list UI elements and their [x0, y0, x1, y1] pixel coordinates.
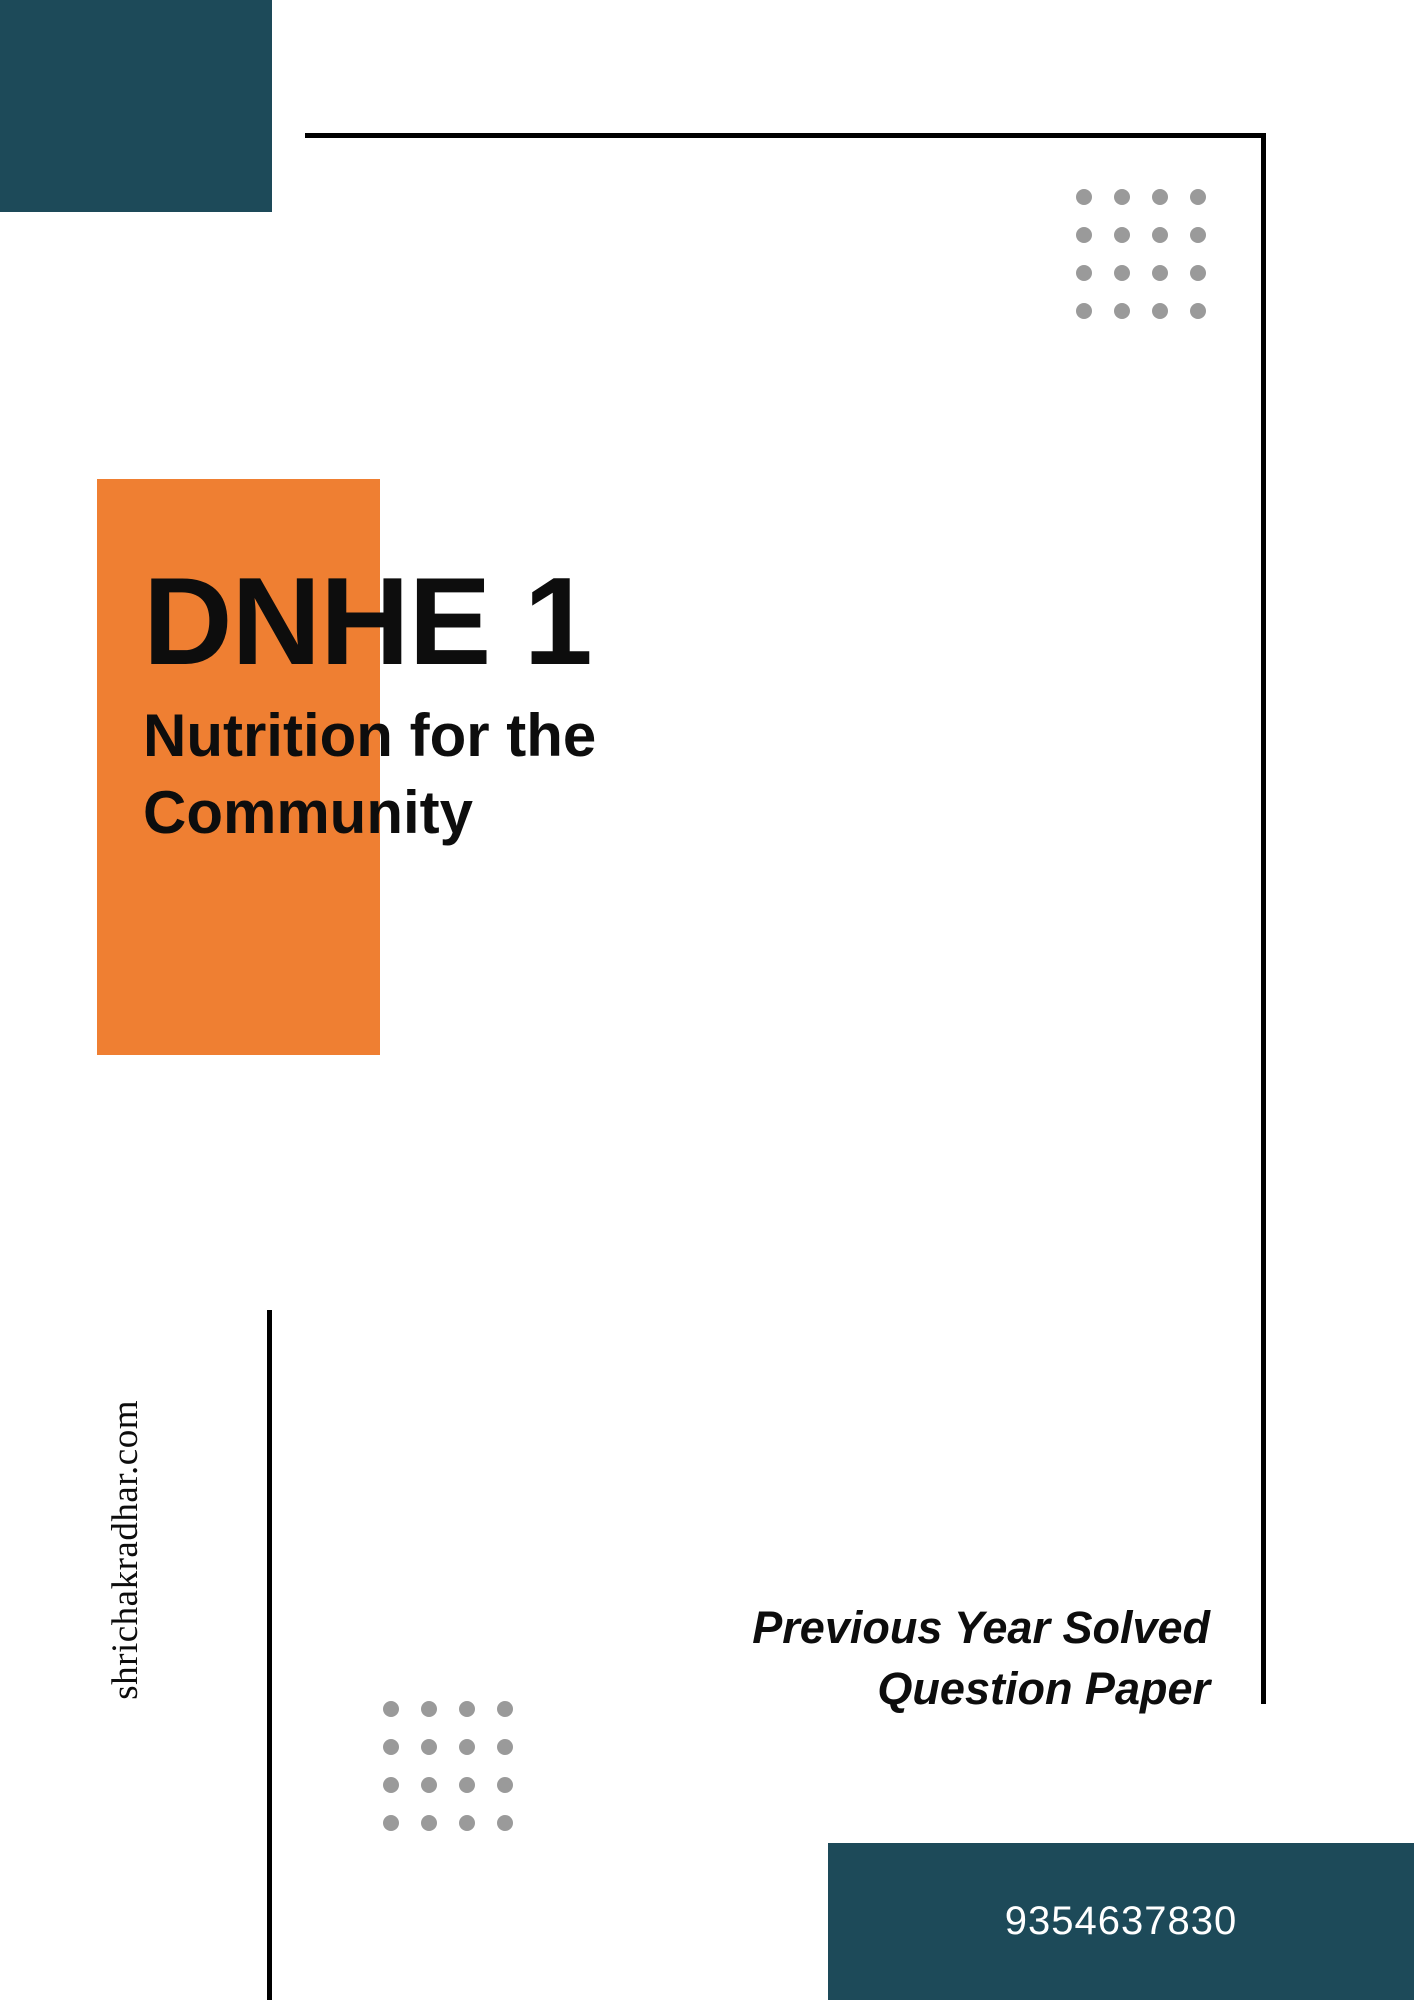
decorative-dot-icon	[421, 1739, 437, 1755]
dot-cell	[1179, 216, 1217, 254]
dot-cell	[1103, 254, 1141, 292]
dot-cell	[1103, 292, 1141, 330]
dot-cell	[448, 1804, 486, 1842]
decorative-dot-icon	[1076, 227, 1092, 243]
decorative-dot-icon	[1114, 189, 1130, 205]
website-vertical-text: shrichakradhar.com	[105, 1400, 146, 1700]
decorative-dot-icon	[1152, 303, 1168, 319]
top-left-teal-block	[0, 0, 272, 212]
dot-cell	[448, 1690, 486, 1728]
dot-cell	[410, 1766, 448, 1804]
dot-cell	[372, 1690, 410, 1728]
decorative-dot-icon	[1076, 303, 1092, 319]
dot-cell	[1065, 292, 1103, 330]
dot-cell	[1141, 178, 1179, 216]
subtitle-line-1: Previous Year Solved	[752, 1602, 1210, 1653]
dot-cell	[1065, 216, 1103, 254]
decorative-dot-icon	[1114, 227, 1130, 243]
subtitle-block	[430, 1598, 1210, 1720]
decorative-dot-icon	[497, 1815, 513, 1831]
top-horizontal-rule	[305, 133, 1266, 138]
decorative-dot-icon	[1152, 189, 1168, 205]
dot-cell	[1141, 254, 1179, 292]
decorative-dot-icon	[1190, 265, 1206, 281]
dot-cell	[1179, 292, 1217, 330]
decorative-dot-icon	[497, 1777, 513, 1793]
dot-cell	[1065, 254, 1103, 292]
decorative-dot-icon	[1076, 265, 1092, 281]
decorative-dot-icon	[1114, 303, 1130, 319]
decorative-dot-icon	[1076, 189, 1092, 205]
course-name: Nutrition for the Community	[143, 702, 597, 846]
decorative-dot-icon	[459, 1701, 475, 1717]
decorative-dot-icon	[1152, 265, 1168, 281]
subtitle-line-2: Question Paper	[877, 1662, 1210, 1714]
dot-cell	[410, 1690, 448, 1728]
dot-cell	[448, 1766, 486, 1804]
dot-cell	[1141, 292, 1179, 330]
dot-grid-top-right	[1065, 178, 1217, 330]
decorative-dot-icon	[421, 1777, 437, 1793]
decorative-dot-icon	[383, 1739, 399, 1755]
decorative-dot-icon	[1152, 227, 1168, 243]
decorative-dot-icon	[1190, 189, 1206, 205]
bottom-right-teal-block	[828, 1843, 1414, 2000]
decorative-dot-icon	[383, 1701, 399, 1717]
decorative-dot-icon	[497, 1739, 513, 1755]
dot-cell	[486, 1690, 524, 1728]
dot-cell	[372, 1766, 410, 1804]
decorative-dot-icon	[1114, 265, 1130, 281]
decorative-dot-icon	[1190, 303, 1206, 319]
right-vertical-rule	[1261, 133, 1266, 1704]
decorative-dot-icon	[383, 1815, 399, 1831]
title-block	[143, 553, 963, 852]
decorative-dot-icon	[497, 1701, 513, 1717]
decorative-dot-icon	[1190, 227, 1206, 243]
decorative-dot-icon	[459, 1739, 475, 1755]
course-code: DNHE 1	[143, 553, 592, 691]
dot-cell	[372, 1728, 410, 1766]
decorative-dot-icon	[421, 1701, 437, 1717]
dot-cell	[1103, 216, 1141, 254]
dot-cell	[1179, 178, 1217, 216]
phone-number: 9354637830	[1004, 1899, 1238, 1943]
decorative-dot-icon	[383, 1777, 399, 1793]
dot-cell	[486, 1728, 524, 1766]
left-vertical-rule	[267, 1310, 272, 2000]
decorative-dot-icon	[421, 1815, 437, 1831]
dot-cell	[410, 1804, 448, 1842]
dot-cell	[448, 1728, 486, 1766]
dot-grid-bottom-left	[372, 1690, 524, 1842]
dot-cell	[1141, 216, 1179, 254]
dot-cell	[486, 1766, 524, 1804]
dot-cell	[486, 1804, 524, 1842]
dot-cell	[1103, 178, 1141, 216]
dot-cell	[410, 1728, 448, 1766]
decorative-dot-icon	[459, 1777, 475, 1793]
dot-cell	[372, 1804, 410, 1842]
dot-cell	[1065, 178, 1103, 216]
dot-cell	[1179, 254, 1217, 292]
decorative-dot-icon	[459, 1815, 475, 1831]
